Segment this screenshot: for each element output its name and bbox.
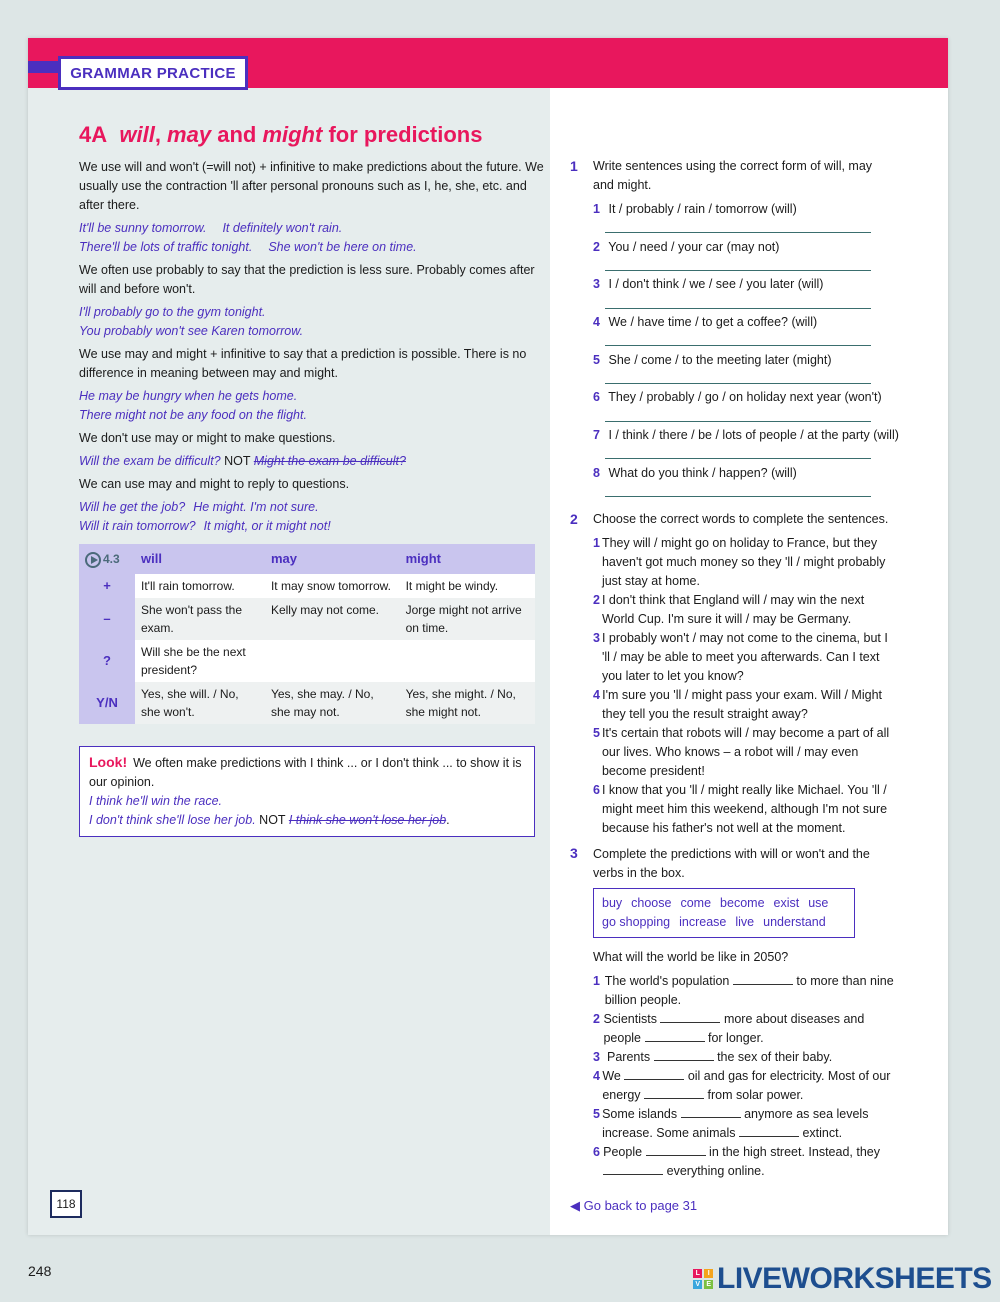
rule-paragraph-5: We can use may and might to reply to questions.: [79, 477, 350, 491]
item-text: extinct.: [802, 1126, 843, 1140]
ex3-list: [593, 972, 903, 1181]
blank-input[interactable]: [645, 1029, 705, 1042]
item-text: Some islands: [602, 1107, 678, 1121]
answer-line[interactable]: [605, 269, 871, 271]
examples-5: [79, 498, 549, 536]
ex2-item[interactable]: 2 I don't think that England will / may win the next World Cup. I'm sure it will / may be Germany.: [593, 591, 893, 629]
examples-3: [79, 387, 549, 425]
play-icon[interactable]: [85, 552, 101, 568]
item-text: more about diseases and people: [603, 1012, 865, 1045]
row-label: ?: [79, 640, 135, 682]
example: There'll be lots of traffic tonight.: [79, 240, 253, 254]
exercise-3-question: What will the world be like in 2050?: [593, 950, 789, 964]
exercise-2-number: 2: [570, 511, 578, 527]
example: He might. I'm not sure.: [193, 500, 319, 514]
item-prompt: We / have time / to get a coffee? (will): [608, 315, 818, 329]
go-back-label: Go back to page 31: [583, 1198, 698, 1213]
blank-input[interactable]: [681, 1105, 741, 1118]
table-cell: It'll rain tomorrow.: [135, 574, 265, 598]
title-may: may: [167, 122, 212, 147]
table-cell: Kelly may not come.: [265, 598, 400, 640]
exercise-1-instructions: Write sentences using the correct form of will, may and might.: [593, 159, 873, 192]
word: buy: [602, 896, 623, 910]
item-text: the sex of their baby.: [717, 1050, 833, 1064]
item-prompt: I / don't think / we / see / you later (will): [608, 277, 824, 291]
ex2-item[interactable]: 6 I know that you 'll / might really like Michael. You 'll / might meet him this weekend, although I'm not sure because his father's not well at the moment.: [593, 781, 893, 838]
examples-1: [79, 219, 549, 257]
item-text: everything online.: [666, 1164, 765, 1178]
title-end: for predictions: [322, 122, 483, 147]
grammar-table: [79, 544, 535, 724]
table-cell: It may snow tomorrow.: [265, 574, 400, 598]
table-cell: Yes, she might. / No, she might not.: [400, 682, 535, 724]
rule-paragraph-2: We often use probably to say that the prediction is less sure. Probably comes after will and before won't.: [79, 263, 535, 296]
worksheet-page: [28, 38, 948, 1235]
col-header-may: may: [265, 544, 400, 574]
wrong-example: I think she won't lose her job: [288, 813, 447, 827]
ex3-item: 1 The world's population to more than nine billion people.: [593, 974, 894, 1007]
audio-track[interactable]: [79, 544, 135, 574]
ex1-item: 8 What do you think / happen? (will): [593, 466, 797, 480]
example: It definitely won't rain.: [222, 221, 343, 235]
rule-paragraph-1: We use will and won't (=will not) + infinitive to make predictions about the future. We usually use the contraction 'll after personal pronouns such as I, he, she, etc. and after there.: [79, 160, 544, 212]
word: become: [720, 896, 765, 910]
ex1-item: 2 You / need / your car (may not): [593, 240, 780, 254]
item-text: I don't think that England will / may win the next World Cup. I'm sure it will / may be Germany.: [601, 593, 865, 626]
item-text: People: [603, 1145, 643, 1159]
example: Will it rain tomorrow?: [79, 519, 196, 533]
header-flag: [28, 61, 60, 73]
example: He may be hungry when he gets home.: [79, 389, 298, 403]
row-label: –: [79, 598, 135, 640]
item-text: from solar power.: [707, 1088, 804, 1102]
item-text: It's certain that robots will / may become a part of all our lives. Who knows – a robot will / may even become president!: [601, 726, 890, 778]
not-label: NOT: [224, 454, 251, 468]
item-text: The world's population: [604, 974, 730, 988]
back-arrow-icon: ◀: [570, 1198, 580, 1213]
example: You probably won't see Karen tomorrow.: [79, 324, 304, 338]
title-code: 4A: [79, 122, 108, 147]
word: use: [808, 896, 829, 910]
blank-input[interactable]: [644, 1086, 704, 1099]
word: increase: [679, 915, 727, 929]
ex2-item[interactable]: 1 They will / might go on holiday to France, but they haven't got much money so they 'll / might probably just stay at home.: [593, 534, 893, 591]
word: live: [735, 915, 755, 929]
word: choose: [631, 896, 672, 910]
answer-line[interactable]: [605, 382, 871, 384]
item-text: I'm sure you 'll / might pass your exam. Will / Might they tell you the result straight away?: [602, 688, 882, 721]
exercise-3-number: 3: [570, 845, 578, 861]
table-cell: Yes, she will. / No, she won't.: [135, 682, 265, 724]
col-header-might: might: [400, 544, 535, 574]
table-cell: Will she be the next president?: [135, 640, 265, 682]
item-prompt: What do you think / happen? (will): [608, 466, 797, 480]
blank-input[interactable]: [739, 1124, 799, 1137]
blank-input[interactable]: [603, 1162, 663, 1175]
word: exist: [773, 896, 800, 910]
title-sep: ,: [154, 122, 168, 147]
word-box: [593, 888, 855, 938]
item-text: in the high street. Instead, they: [709, 1145, 880, 1159]
grammar-practice-tag: GRAMMAR PRACTICE: [58, 56, 248, 90]
title-and: and: [211, 122, 263, 147]
item-prompt: She / come / to the meeting later (might): [608, 353, 832, 367]
rule-paragraph-4: We don't use may or might to make questions.: [79, 431, 336, 445]
examples-4: [79, 452, 549, 471]
answer-line[interactable]: [605, 457, 871, 459]
ex3-item: 3 Parents the sex of their baby.: [593, 1050, 833, 1064]
look-example: I don't think she'll lose her job.: [89, 813, 256, 827]
example: I'll probably go to the gym tonight.: [79, 305, 266, 319]
table-cell: [400, 640, 535, 682]
table-row: [79, 682, 535, 724]
book-page-number: 118: [50, 1190, 82, 1218]
table-cell: It might be windy.: [400, 574, 535, 598]
table-row: [79, 640, 535, 682]
answer-line[interactable]: [605, 307, 871, 309]
ex3-item: 2 Scientists more about diseases and people for longer.: [593, 1012, 865, 1045]
ex3-item: 5 Some islands anymore as sea levels increase. Some animals extinct.: [593, 1107, 869, 1140]
track-number: 4.3: [103, 552, 120, 566]
ex1-item: 1 It / probably / rain / tomorrow (will): [593, 202, 797, 216]
footer-page-number: 248: [28, 1263, 52, 1279]
not-label: NOT: [259, 813, 286, 827]
ex2-item[interactable]: 3 I probably won't / may not come to the cinema, but I 'll / may be able to meet you afterwards. Can I text you later to let you know?: [593, 629, 893, 686]
blank-input[interactable]: [660, 1010, 720, 1023]
section-title: [79, 122, 482, 148]
item-text: anymore as sea levels increase. Some animals: [602, 1107, 869, 1140]
ex1-item: 3 I / don't think / we / see / you later (will): [593, 277, 824, 291]
logo-icon: L I V E: [693, 1269, 713, 1289]
answer-line[interactable]: [605, 231, 871, 233]
item-prompt: You / need / your car (may not): [608, 240, 780, 254]
table-cell: Jorge might not arrive on time.: [400, 598, 535, 640]
ex3-item: 4 We oil and gas for electricity. Most of our energy from solar power.: [593, 1069, 891, 1102]
item-prompt: It / probably / rain / tomorrow (will): [608, 202, 797, 216]
item-text: oil and gas for electricity. Most of our energy: [602, 1069, 891, 1102]
col-header-will: will: [135, 544, 265, 574]
blank-input[interactable]: [646, 1143, 706, 1156]
exercise-3-instructions: Complete the predictions with will or won't and the verbs in the box.: [593, 847, 870, 880]
ex1-item: 6 They / probably / go / on holiday next year (won't): [593, 390, 882, 404]
example: Will the exam be difficult?: [79, 454, 221, 468]
title-will: will: [119, 122, 155, 147]
item-text: Parents: [607, 1050, 651, 1064]
exercise-1-number: 1: [570, 158, 578, 174]
row-label: +: [79, 574, 135, 598]
word: come: [680, 896, 712, 910]
example: Will he get the job?: [79, 500, 186, 514]
liveworksheets-logo: [693, 1262, 992, 1296]
look-box: Look! We often make predictions with I think ... or I don't think ... to show it is our opinion. I think he'll win the race. I don't think she'll lose her job. NOT I think she won't lose her job.: [79, 746, 535, 837]
item-text: We: [602, 1069, 621, 1083]
table-cell: She won't pass the exam.: [135, 598, 265, 640]
item-text: Scientists: [603, 1012, 657, 1026]
look-text: We often make predictions with I think ... or I don't think ... to show it is our opinion.: [89, 756, 522, 789]
ex3-item: 6 People in the high street. Instead, they everything online.: [593, 1145, 880, 1178]
ex1-item: 7 I / think / there / be / lots of people / at the party (will): [593, 428, 899, 442]
rule-paragraph-3: We use may and might + infinitive to say that a prediction is possible. There is no difference in meaning between may and might.: [79, 347, 527, 380]
ex1-item: 5 She / come / to the meeting later (might): [593, 353, 832, 367]
title-might: might: [262, 122, 323, 147]
answer-line[interactable]: [605, 344, 871, 346]
table-row: [79, 574, 535, 598]
answer-line[interactable]: [605, 420, 871, 422]
ex2-list: [593, 534, 893, 838]
row-label: Y/N: [79, 682, 135, 724]
blank-input[interactable]: [624, 1067, 684, 1080]
ex2-item[interactable]: 5 It's certain that robots will / may become a part of all our lives. Who knows – a robot will / may even become president!: [593, 724, 893, 781]
item-text: to more than nine billion people.: [604, 974, 894, 1007]
answer-line[interactable]: [605, 495, 871, 497]
item-text: They will / might go on holiday to France, but they haven't got much money so they 'll / might probably just stay at home.: [601, 536, 886, 588]
item-prompt: They / probably / go / on holiday next year (won't): [608, 390, 882, 404]
ex1-item: 4 We / have time / to get a coffee? (will): [593, 315, 818, 329]
look-example: I think he'll win the race.: [89, 794, 223, 808]
brand-name: LIVEWORKSHEETS: [717, 1262, 992, 1295]
word: go shopping: [602, 915, 671, 929]
item-text: for longer.: [707, 1031, 764, 1045]
blank-input[interactable]: [654, 1048, 714, 1061]
example: There might not be any food on the flight.: [79, 408, 307, 422]
example: She won't be here on time.: [268, 240, 417, 254]
exercise-2-instructions: Choose the correct words to complete the sentences.: [593, 512, 889, 526]
example: It'll be sunny tomorrow.: [79, 221, 207, 235]
blank-input[interactable]: [733, 972, 793, 985]
wrong-example: Might the exam be difficult?: [253, 454, 406, 468]
table-cell: Yes, she may. / No, she may not.: [265, 682, 400, 724]
item-text: I know that you 'll / might really like Michael. You 'll / might meet him this weekend, although I'm not sure because his father's not well at the moment.: [601, 783, 888, 835]
go-back-link[interactable]: [570, 1198, 697, 1214]
look-label: Look!: [89, 754, 128, 770]
table-row: [79, 598, 535, 640]
item-prompt: I / think / there / be / lots of people / at the party (will): [608, 428, 899, 442]
item-text: I probably won't / may not come to the cinema, but I 'll / may be able to meet you afterwards. Can I text you later to let you know?: [601, 631, 888, 683]
examples-2: [79, 303, 549, 341]
ex2-item[interactable]: 4 I'm sure you 'll / might pass your exam. Will / Might they tell you the result straight away?: [593, 686, 893, 724]
example: It might, or it might not!: [203, 519, 331, 533]
word: understand: [763, 915, 826, 929]
table-cell: [265, 640, 400, 682]
